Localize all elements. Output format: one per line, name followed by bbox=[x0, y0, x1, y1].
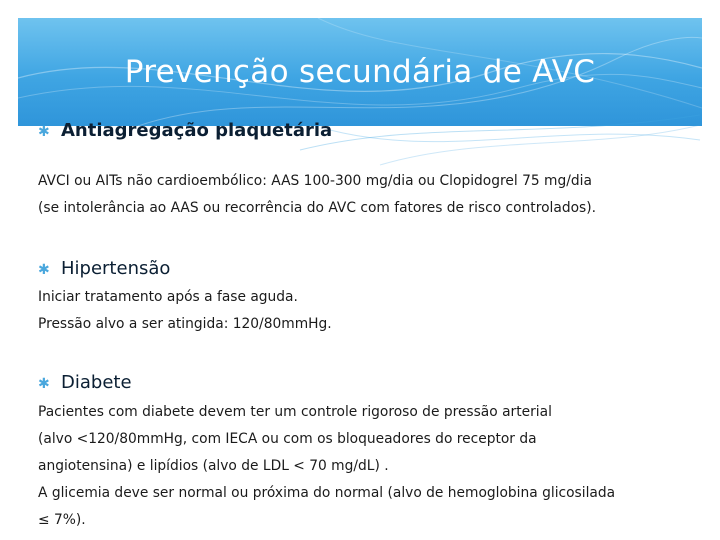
body-line: (alvo <120/80mmHg, com IECA ou com os bloqueadores do receptor da bbox=[38, 431, 537, 447]
heading-diabete: Diabete bbox=[61, 372, 132, 393]
section-body bbox=[38, 399, 678, 534]
section-hipertensao bbox=[38, 256, 678, 338]
body-line: Pressão alvo a ser atingida: 120/80mmHg. bbox=[38, 316, 332, 332]
body-line: A glicemia deve ser normal ou próxima do normal (alvo de hemoglobina glicosilada bbox=[38, 485, 616, 501]
heading-hipertensao: Hipertensão bbox=[61, 258, 171, 279]
heading-antiagregacao: Antiagregação plaquetária bbox=[61, 120, 333, 141]
asterisk-icon: ✱ bbox=[38, 376, 50, 392]
section-body bbox=[38, 284, 678, 338]
section-heading bbox=[38, 118, 678, 148]
asterisk-icon: ✱ bbox=[38, 262, 50, 278]
body-line: AVCI ou AITs não cardioembólico: AAS 100-300 mg/dia ou Clopidogrel 75 mg/dia bbox=[38, 173, 592, 189]
body-line: Pacientes com diabete devem ter um controle rigoroso de pressão arterial bbox=[38, 404, 552, 420]
body-line: (se intolerância ao AAS ou recorrência do AVC com fatores de risco controlados). bbox=[38, 200, 596, 216]
section-diabete bbox=[38, 370, 678, 534]
asterisk-icon: ✱ bbox=[38, 124, 50, 140]
slide-title: Prevenção secundária de AVC bbox=[124, 54, 596, 90]
section-antiagregacao bbox=[38, 118, 678, 222]
section-heading bbox=[38, 370, 678, 400]
section-body bbox=[38, 168, 678, 222]
body-line: Iniciar tratamento após a fase aguda. bbox=[38, 289, 298, 305]
body-line: angiotensina) e lipídios (alvo de LDL < 70 mg/dL) . bbox=[38, 458, 389, 474]
section-heading bbox=[38, 256, 678, 286]
body-line: ≤ 7%). bbox=[38, 512, 86, 528]
